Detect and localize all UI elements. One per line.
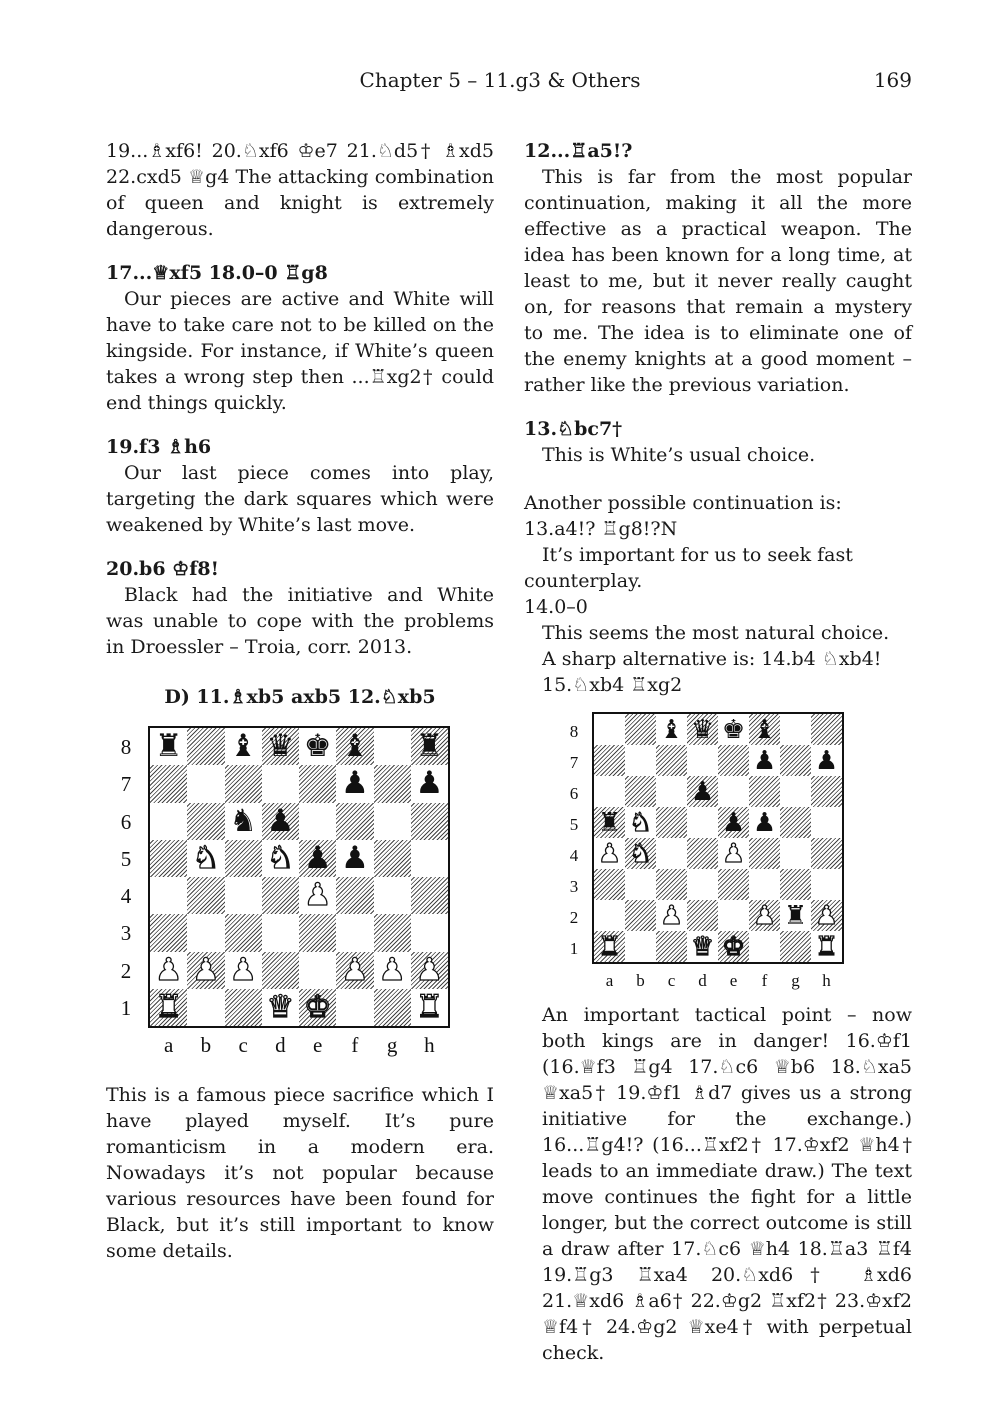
square-a6 xyxy=(594,776,625,807)
square-f3 xyxy=(336,914,373,951)
square-f4 xyxy=(336,877,373,914)
white-knight-icon: ♞ xyxy=(191,839,220,876)
square-a1 xyxy=(594,931,625,962)
square-h5 xyxy=(411,840,448,877)
square-e2 xyxy=(299,952,336,989)
square-g8 xyxy=(374,728,411,765)
white-pawn-icon: ♟ xyxy=(303,877,332,914)
white-rook-icon: ♜ xyxy=(597,931,622,962)
black-rook-icon: ♜ xyxy=(783,900,808,931)
square-b1 xyxy=(625,931,656,962)
paragraph: Black had the initiative and White was unable to cope with the problems in Droessler – Troia, corr. 2013. xyxy=(106,584,494,658)
square-b6 xyxy=(187,803,224,840)
black-king-icon: ♚ xyxy=(303,728,332,765)
square-f7 xyxy=(336,765,373,802)
white-king-icon: ♚ xyxy=(303,988,332,1025)
square-e8 xyxy=(718,714,749,745)
rank-label: 4 xyxy=(120,884,132,909)
white-pawn-icon: ♟ xyxy=(721,838,746,869)
running-head: Chapter 5 – 11.g3 & Others xyxy=(359,68,641,92)
white-pawn-icon: ♟ xyxy=(752,900,777,931)
square-g5 xyxy=(780,807,811,838)
square-b8 xyxy=(625,714,656,745)
square-a4 xyxy=(150,877,187,914)
square-c7 xyxy=(656,745,687,776)
rank-label: 8 xyxy=(569,722,579,742)
file-label: h xyxy=(822,971,831,990)
variation-line: Another possible continuation is: xyxy=(524,492,842,514)
square-c4 xyxy=(225,877,262,914)
square-e4 xyxy=(718,838,749,869)
square-a2 xyxy=(150,952,187,989)
square-h6 xyxy=(811,776,842,807)
move-heading: 12...♖a5!? xyxy=(524,140,633,162)
variation-line: A sharp alternative is: 14.b4 ♘xb4! 15.♘xb4 ♖xg2 xyxy=(542,648,882,696)
square-d3 xyxy=(687,869,718,900)
square-g7 xyxy=(374,765,411,802)
white-pawn-icon: ♟ xyxy=(154,951,183,988)
square-a7 xyxy=(150,765,187,802)
square-d7 xyxy=(687,745,718,776)
square-c3 xyxy=(656,869,687,900)
paragraph: An important tactical point – now both kings are in danger! 16.♔f1 (16.♕f3 ♖g4 17.♘c6 ♕b6 18.♘xa5 ♕xa5† 19.♔f1 ♗d7 gives us a strong initiative for the exchange.) 16...♖g4!? (16...♖xf2† 17.♔xf2 ♕h4† leads to an immediate draw.) The text move continues the fight for a little longer, but the correct outcome is still a draw after 17.♘c6 ♕h4 18.♖a3 ♖f4 19.♖g3 ♖xa4 20.♘xd6† ♗xd6 21.♕xd6 ♗a6† 22.♔g2 ♖xf2† 23.♔xf2 ♕f4† 24.♔g2 ♕xe4† with perpetual check. xyxy=(542,1004,912,1364)
square-d4 xyxy=(262,877,299,914)
square-h5 xyxy=(811,807,842,838)
file-label: c xyxy=(667,971,676,990)
file-label: f xyxy=(351,1033,359,1057)
white-pawn-icon: ♟ xyxy=(814,900,839,931)
white-pawn-icon: ♟ xyxy=(415,951,444,988)
file-label: h xyxy=(424,1033,435,1057)
square-f2 xyxy=(749,900,780,931)
square-d8 xyxy=(687,714,718,745)
square-c3 xyxy=(225,914,262,951)
rank-label: 6 xyxy=(120,809,132,834)
square-c1 xyxy=(225,989,262,1026)
file-label: g xyxy=(791,971,800,990)
black-queen-icon: ♛ xyxy=(266,728,295,765)
square-h8 xyxy=(811,714,842,745)
square-a8 xyxy=(150,728,187,765)
file-label: e xyxy=(729,971,738,990)
square-d4 xyxy=(687,838,718,869)
square-g5 xyxy=(374,840,411,877)
square-d2 xyxy=(262,952,299,989)
file-label: e xyxy=(312,1033,323,1057)
square-d6 xyxy=(687,776,718,807)
square-c6 xyxy=(656,776,687,807)
black-pawn-icon: ♟ xyxy=(814,745,839,776)
square-b7 xyxy=(625,745,656,776)
rank-label: 6 xyxy=(569,784,579,804)
square-e5 xyxy=(299,840,336,877)
chess-diagram-1 xyxy=(106,726,494,1076)
white-knight-icon: ♞ xyxy=(628,807,653,838)
square-h4 xyxy=(411,877,448,914)
square-a3 xyxy=(150,914,187,951)
square-e1 xyxy=(718,931,749,962)
square-c8 xyxy=(656,714,687,745)
file-label: c xyxy=(238,1033,248,1057)
square-d5 xyxy=(687,807,718,838)
black-bishop-icon: ♝ xyxy=(659,714,684,745)
square-f4 xyxy=(749,838,780,869)
square-e7 xyxy=(299,765,336,802)
square-g3 xyxy=(780,869,811,900)
page-header xyxy=(0,68,1000,100)
black-pawn-icon: ♟ xyxy=(752,745,777,776)
paragraph: 19...♗xf6! 20.♘xf6 ♔e7 21.♘d5† ♗xd5 22.cxd5 ♕g4 The attacking combination of queen and knight is extremely dangerous. xyxy=(106,140,494,240)
black-pawn-icon: ♟ xyxy=(721,807,746,838)
square-c8 xyxy=(225,728,262,765)
square-d1 xyxy=(687,931,718,962)
move-heading: 17...♕xf5 18.0–0 ♖g8 xyxy=(106,262,328,284)
square-g1 xyxy=(374,989,411,1026)
square-b3 xyxy=(187,914,224,951)
paragraph: This is White’s usual choice. xyxy=(542,444,816,466)
square-f8 xyxy=(336,728,373,765)
square-e1 xyxy=(299,989,336,1026)
square-f5 xyxy=(336,840,373,877)
square-e3 xyxy=(718,869,749,900)
white-pawn-icon: ♟ xyxy=(597,838,622,869)
square-f1 xyxy=(749,931,780,962)
black-bishop-icon: ♝ xyxy=(340,728,369,765)
left-column xyxy=(106,138,494,1264)
square-a1 xyxy=(150,989,187,1026)
white-queen-icon: ♛ xyxy=(690,931,715,962)
white-rook-icon: ♜ xyxy=(415,988,444,1025)
black-rook-icon: ♜ xyxy=(415,728,444,765)
square-f7 xyxy=(749,745,780,776)
file-label: a xyxy=(605,971,614,990)
square-e5 xyxy=(718,807,749,838)
square-d1 xyxy=(262,989,299,1026)
square-f6 xyxy=(336,803,373,840)
square-g6 xyxy=(374,803,411,840)
paragraph: This is a famous piece sacrifice which I have played myself. It’s pure romanticism in a modern era. Nowadays it’s not popular because various resources have been found for Black, but it’s still important to know some details. xyxy=(106,1084,494,1262)
file-label: b xyxy=(200,1033,212,1057)
rank-label: 1 xyxy=(569,939,579,959)
square-g3 xyxy=(374,914,411,951)
black-bishop-icon: ♝ xyxy=(752,714,777,745)
rank-label: 3 xyxy=(120,921,132,946)
square-h2 xyxy=(411,952,448,989)
square-b8 xyxy=(187,728,224,765)
square-b4 xyxy=(625,838,656,869)
square-c7 xyxy=(225,765,262,802)
file-label: d xyxy=(698,971,707,990)
black-rook-icon: ♜ xyxy=(597,807,622,838)
square-g6 xyxy=(780,776,811,807)
square-b6 xyxy=(625,776,656,807)
file-label: d xyxy=(275,1033,286,1057)
black-pawn-icon: ♟ xyxy=(340,765,369,802)
page-number: 169 xyxy=(873,68,912,92)
square-c6 xyxy=(225,803,262,840)
black-pawn-icon: ♟ xyxy=(340,839,369,876)
square-h1 xyxy=(411,989,448,1026)
square-h4 xyxy=(811,838,842,869)
square-d7 xyxy=(262,765,299,802)
square-f8 xyxy=(749,714,780,745)
right-column xyxy=(524,138,912,1366)
white-pawn-icon: ♟ xyxy=(229,951,258,988)
square-h7 xyxy=(811,745,842,776)
rank-label: 2 xyxy=(120,958,132,983)
square-h6 xyxy=(411,803,448,840)
chess-board xyxy=(592,712,844,964)
square-e6 xyxy=(299,803,336,840)
square-b2 xyxy=(187,952,224,989)
black-rook-icon: ♜ xyxy=(154,728,183,765)
square-b5 xyxy=(187,840,224,877)
paragraph: Our last piece comes into play, targeting the dark squares which were weakened by White’s last move. xyxy=(106,462,494,536)
square-f1 xyxy=(336,989,373,1026)
white-queen-icon: ♛ xyxy=(266,988,295,1025)
move-heading: 13.♘bc7† xyxy=(524,418,623,440)
square-a6 xyxy=(150,803,187,840)
white-king-icon: ♚ xyxy=(721,931,746,962)
square-c2 xyxy=(225,952,262,989)
rank-label: 5 xyxy=(569,815,579,835)
square-b7 xyxy=(187,765,224,802)
square-c4 xyxy=(656,838,687,869)
square-d8 xyxy=(262,728,299,765)
square-c2 xyxy=(656,900,687,931)
square-e3 xyxy=(299,914,336,951)
white-knight-icon: ♞ xyxy=(266,839,295,876)
white-knight-icon: ♞ xyxy=(628,838,653,869)
square-b2 xyxy=(625,900,656,931)
square-d5 xyxy=(262,840,299,877)
square-d6 xyxy=(262,803,299,840)
square-e6 xyxy=(718,776,749,807)
square-a3 xyxy=(594,869,625,900)
white-rook-icon: ♜ xyxy=(814,931,839,962)
file-label: a xyxy=(163,1033,174,1057)
square-f6 xyxy=(749,776,780,807)
square-b1 xyxy=(187,989,224,1026)
square-h1 xyxy=(811,931,842,962)
rank-label: 3 xyxy=(569,877,579,897)
square-b3 xyxy=(625,869,656,900)
black-pawn-icon: ♟ xyxy=(752,807,777,838)
black-pawn-icon: ♟ xyxy=(303,839,332,876)
square-a5 xyxy=(150,840,187,877)
move-heading: 19.f3 ♗h6 xyxy=(106,436,212,458)
square-g2 xyxy=(780,900,811,931)
chess-board xyxy=(148,726,450,1028)
move-heading: 20.b6 ♔f8! xyxy=(106,558,219,580)
black-pawn-icon: ♟ xyxy=(690,776,715,807)
white-pawn-icon: ♟ xyxy=(659,900,684,931)
black-pawn-icon: ♟ xyxy=(415,765,444,802)
black-bishop-icon: ♝ xyxy=(229,728,258,765)
black-queen-icon: ♛ xyxy=(690,714,715,745)
square-c5 xyxy=(656,807,687,838)
rank-label: 7 xyxy=(569,753,579,773)
diagram-title: D) 11.♗xb5 axb5 12.♘xb5 xyxy=(164,686,436,708)
rank-label: 4 xyxy=(569,846,579,866)
square-h7 xyxy=(411,765,448,802)
square-d3 xyxy=(262,914,299,951)
square-h8 xyxy=(411,728,448,765)
file-label: f xyxy=(761,971,768,990)
square-h2 xyxy=(811,900,842,931)
square-a4 xyxy=(594,838,625,869)
paragraph: This is far from the most popular continuation, making it all the more effective as a practical weapon. The idea has been known for a long time, at least to me, but it never really caught on, for reasons that remain a mystery to me. The idea is to eliminate one of the enemy knights at a good moment – rather like the previous variation. xyxy=(524,166,912,396)
paragraph: Our pieces are active and White will have to take care not to be killed on the kingside. For instance, if White’s queen takes a wrong step then ...♖xg2† could end things quickly. xyxy=(106,288,494,414)
square-f5 xyxy=(749,807,780,838)
square-g1 xyxy=(780,931,811,962)
square-g2 xyxy=(374,952,411,989)
white-pawn-icon: ♟ xyxy=(191,951,220,988)
square-a8 xyxy=(594,714,625,745)
square-c1 xyxy=(656,931,687,962)
variation-line: 14.0–0 xyxy=(524,596,588,618)
white-pawn-icon: ♟ xyxy=(378,951,407,988)
square-b4 xyxy=(187,877,224,914)
square-g8 xyxy=(780,714,811,745)
black-king-icon: ♚ xyxy=(721,714,746,745)
black-knight-icon: ♞ xyxy=(229,802,258,839)
square-c5 xyxy=(225,840,262,877)
rank-label: 2 xyxy=(569,908,579,928)
square-g7 xyxy=(780,745,811,776)
square-d2 xyxy=(687,900,718,931)
square-a5 xyxy=(594,807,625,838)
chess-diagram-2 xyxy=(524,712,912,1002)
square-f2 xyxy=(336,952,373,989)
square-g4 xyxy=(374,877,411,914)
white-pawn-icon: ♟ xyxy=(340,951,369,988)
square-e7 xyxy=(718,745,749,776)
rank-label: 5 xyxy=(120,846,132,871)
square-e2 xyxy=(718,900,749,931)
file-label: g xyxy=(386,1033,398,1057)
rank-label: 7 xyxy=(120,772,132,797)
square-g4 xyxy=(780,838,811,869)
square-e8 xyxy=(299,728,336,765)
rank-label: 8 xyxy=(120,735,132,760)
square-a7 xyxy=(594,745,625,776)
variation-line: This seems the most natural choice. xyxy=(542,622,890,644)
white-rook-icon: ♜ xyxy=(154,988,183,1025)
black-pawn-icon: ♟ xyxy=(266,802,295,839)
variation-line: It’s important for us to seek fast counterplay. xyxy=(524,544,853,592)
rank-label: 1 xyxy=(120,995,132,1020)
square-h3 xyxy=(411,914,448,951)
square-b5 xyxy=(625,807,656,838)
square-h3 xyxy=(811,869,842,900)
square-f3 xyxy=(749,869,780,900)
file-label: b xyxy=(636,971,645,990)
square-a2 xyxy=(594,900,625,931)
variation-line: 13.a4!? ♖g8!?N xyxy=(524,518,678,540)
square-e4 xyxy=(299,877,336,914)
